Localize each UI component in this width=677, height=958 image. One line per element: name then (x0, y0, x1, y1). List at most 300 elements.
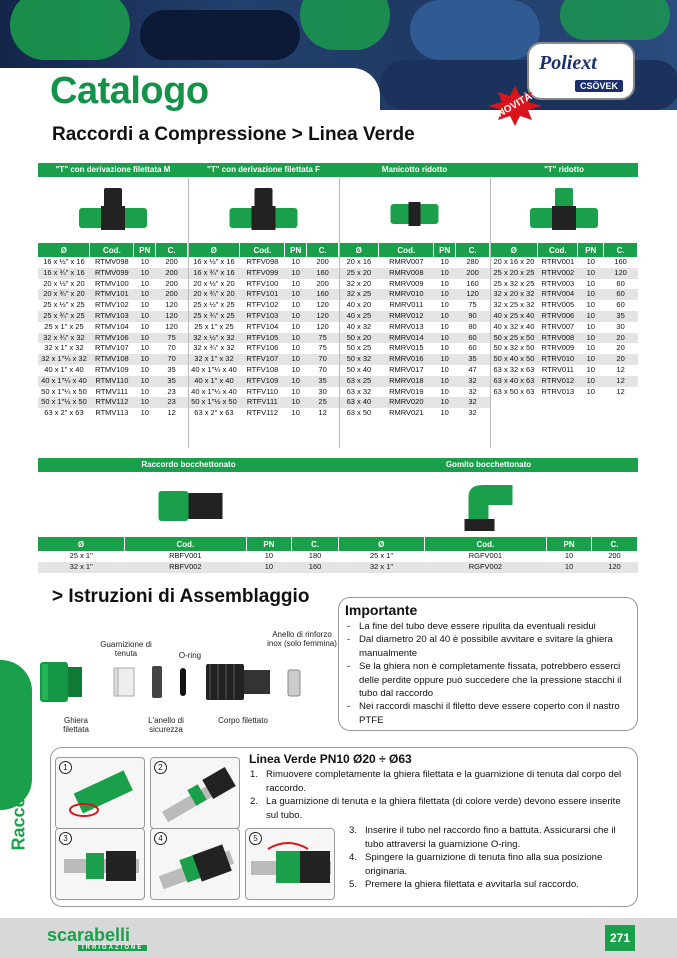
table-row (38, 268, 188, 279)
steps-list-top (250, 768, 630, 822)
table-cell: 60 (616, 300, 625, 310)
table-cell: 35 (307, 376, 339, 387)
table-cell: 32 x ¾" x 32 (193, 343, 235, 353)
table-cell: RTFV103 (240, 311, 285, 322)
table-cell: 10 (564, 551, 574, 560)
table-cell: RTMV110 (90, 376, 134, 387)
table-cell: 10 (440, 408, 449, 418)
table-cell: 10 (440, 257, 449, 266)
product-title-bar: Manicotto ridotto (339, 163, 490, 177)
table-cell: 50 x 1"¼ x 50 (41, 386, 87, 396)
table-cell: 32 x 1" (38, 562, 124, 573)
table-cell: 50 x 32 x 50 (493, 343, 535, 353)
step-number: 5 (249, 832, 262, 845)
step-image-4 (150, 828, 240, 900)
table-header: C. (604, 243, 638, 257)
step-item: 1. Rimuovere completamente la ghiera filettata e la guarnizione di tenuta dal corpo del raccordo. (250, 769, 622, 794)
table-cell: 10 (291, 257, 300, 266)
table-cell: RMRV007 (389, 257, 424, 266)
table-header: Ø (339, 243, 379, 257)
table-cell: 10 (285, 376, 307, 387)
table-cell: 10 (434, 376, 456, 387)
table-header: Ø (38, 537, 124, 551)
footer-brand: scarabelli (47, 925, 131, 945)
table-row (339, 408, 490, 419)
label-corpo: Corpo filettato (218, 716, 268, 725)
table-cell: 160 (292, 562, 339, 573)
table-cell: 10 (246, 562, 291, 573)
table-row (188, 300, 339, 311)
table-cell: 10 (140, 343, 149, 353)
oring-icon (180, 668, 186, 696)
table-row (339, 562, 638, 573)
table-cell: 40 x 32 (346, 321, 372, 331)
brand-name: Poliext (539, 52, 597, 74)
table-cell: RMRV018 (379, 376, 434, 387)
table-cell: RTFV100 (246, 278, 279, 288)
table-cell: 200 (316, 257, 329, 266)
table-row (339, 343, 490, 354)
table-row (490, 322, 638, 333)
table-row (188, 279, 339, 290)
table-cell: 32 (468, 408, 477, 418)
table-cell: RTMV101 (90, 289, 134, 300)
table-cell: 10 (578, 268, 604, 279)
table-cell: 10 (586, 300, 595, 310)
table-cell: 23 (167, 386, 176, 396)
table-cell: 63 x 50 x 63 (493, 386, 535, 396)
table-cell: RTFV107 (240, 354, 285, 365)
product-image (490, 178, 638, 242)
table-cell: 120 (165, 321, 178, 331)
table-row (38, 562, 339, 573)
table-cell: 32 x 20 x 32 (490, 289, 538, 300)
table-cell: 10 (440, 343, 449, 353)
table-cell: 10 (291, 321, 300, 331)
table-cell: 40 x 1"¼ x 40 (38, 376, 90, 387)
table-cell: 40 x 1"¼ x 40 (191, 364, 237, 374)
table-cell: RBFV002 (124, 562, 246, 573)
table-row (339, 354, 490, 365)
label-anello-sicurezza: L'anello di sicurezza (148, 716, 184, 734)
table-cell: 20 (604, 354, 638, 365)
table-cell: RTMV113 (95, 408, 129, 418)
guarnizione-icon (114, 668, 134, 696)
table-cell: RMRV013 (389, 321, 424, 331)
table-cell: 25 x 1" (69, 551, 93, 560)
step-item: 3. Inserire il tubo nel raccordo fino a battuta. Assicurarsi che il tubo attraversi la guarnizione O-ring. (349, 825, 616, 850)
table-cell: 10 (440, 300, 449, 310)
table-cell: 35 (156, 376, 188, 387)
table-cell: 25 x 32 x 25 (493, 278, 535, 288)
label-guarnizione: Guarnizione di tenuta (100, 640, 152, 658)
table-row (339, 376, 490, 387)
corpo-icon (206, 664, 270, 700)
table-cell: 70 (156, 354, 188, 365)
table-cell: 30 (616, 321, 625, 331)
table-row (490, 387, 638, 398)
table-row (490, 257, 638, 268)
table-row (339, 279, 490, 290)
table-cell: RTMV108 (90, 354, 134, 365)
table-cell: 25 x ¾" x 25 (188, 311, 240, 322)
table-cell: 200 (456, 268, 490, 279)
table-row (490, 300, 638, 311)
table-cell: RMRV017 (389, 364, 424, 374)
table-cell: 60 (604, 289, 638, 300)
table-cell: 75 (307, 333, 339, 344)
table-row (188, 333, 339, 344)
table-row (38, 551, 339, 562)
table-cell: 10 (434, 289, 456, 300)
table-cell: RTRV006 (538, 311, 578, 322)
table-cell: RTRV011 (541, 364, 574, 374)
table-cell: 35 (604, 311, 638, 322)
table-cell: 10 (291, 364, 300, 374)
table-cell: 10 (434, 397, 456, 408)
table-cell: 12 (167, 408, 176, 418)
side-tab-label: Raccorderia (8, 746, 29, 851)
table-cell: 50 x 20 (339, 333, 379, 344)
table-cell: 200 (608, 551, 621, 560)
table-cell: 32 x 20 (346, 278, 372, 288)
table-cell: 120 (604, 268, 638, 279)
table-cell: 10 (578, 376, 604, 387)
table-cell: RTMV104 (95, 321, 129, 331)
table-cell: 120 (591, 562, 637, 573)
table-cell: 160 (614, 257, 627, 266)
table-cell: 16 x ¾" x 16 (188, 268, 240, 279)
table-row (38, 387, 188, 398)
table-header: Cod. (90, 243, 134, 257)
column-divider (490, 178, 491, 448)
table-cell: 10 (285, 289, 307, 300)
table-cell: 40 x 25 x 40 (490, 311, 538, 322)
table-row (339, 365, 490, 376)
table-cell: 10 (434, 268, 456, 279)
table-row (188, 365, 339, 376)
table-cell: RMRV020 (379, 397, 434, 408)
page-number: 271 (605, 925, 635, 951)
table-cell: 120 (165, 300, 178, 310)
column-divider (188, 178, 189, 448)
table-row (38, 408, 188, 419)
table-row (188, 397, 339, 408)
table-header: Ø (38, 243, 90, 257)
table-cell: 10 (578, 311, 604, 322)
table-cell: RMRV016 (379, 354, 434, 365)
table-cell: 10 (547, 562, 592, 573)
ghiera-icon (40, 662, 82, 702)
step-image-3 (55, 828, 145, 900)
table-row (490, 354, 638, 365)
table-cell: RTFV106 (246, 343, 279, 353)
table-cell: 50 x 1"½ x 50 (188, 397, 240, 408)
important-item: - Dal diametro 20 al 40 è possibile avvitare e svitare la ghiera manualmente (345, 633, 635, 660)
step-image-2 (150, 757, 240, 829)
table-cell: 10 (586, 257, 595, 266)
table-cell: 40 x 1"¼ x 40 (191, 386, 237, 396)
table-row (188, 289, 339, 300)
table-cell: 50 x 25 (346, 343, 372, 353)
page-title: Catalogo (50, 70, 209, 112)
table-cell: 10 (578, 354, 604, 365)
table-row (188, 354, 339, 365)
table-row (188, 408, 339, 419)
important-title: Importante (345, 602, 418, 618)
table-cell: 20 x ½" x 20 (193, 278, 235, 288)
table-cell: 10 (134, 268, 156, 279)
table-cell: 10 (285, 311, 307, 322)
table-row (490, 365, 638, 376)
table-header: C. (456, 243, 490, 257)
product-image (339, 178, 490, 242)
steps-list-bottom (349, 824, 629, 892)
table-cell: RTFV104 (246, 321, 279, 331)
steps-title: Linea Verde PN10 Ø20 ÷ Ø63 (249, 752, 412, 766)
table-header: Cod. (538, 243, 578, 257)
table-cell: 35 (456, 354, 490, 365)
table-cell: 10 (434, 354, 456, 365)
table-cell: RTMV109 (95, 364, 129, 374)
table-cell: RTRV009 (541, 343, 575, 353)
table-cell: 10 (134, 354, 156, 365)
table-cell: 32 x ¾" x 32 (38, 333, 90, 344)
table-row (490, 268, 638, 279)
table-cell: 25 x ½" x 25 (43, 300, 85, 310)
table-cell: 180 (308, 551, 322, 560)
table-cell: 75 (468, 300, 477, 310)
table-row (339, 311, 490, 322)
table-cell: 50 x 32 (339, 354, 379, 365)
table-cell: 25 x ½" x 25 (193, 300, 235, 310)
table-cell: 32 x 25 x 32 (493, 300, 535, 310)
table-cell: 63 x 25 (339, 376, 379, 387)
table-cell: RTFV102 (246, 300, 279, 310)
product-table (188, 243, 339, 419)
table-cell: 50 x 40 x 50 (490, 354, 538, 365)
table-cell: RMRV008 (379, 268, 434, 279)
table-cell: 63 x 32 x 63 (493, 364, 535, 374)
table-cell: 75 (318, 343, 327, 353)
table-cell: 120 (456, 289, 490, 300)
table-cell: 32 (456, 397, 490, 408)
table-cell: 10 (586, 321, 595, 331)
table-cell: RMRV010 (379, 289, 434, 300)
anello-sicurezza-icon (152, 666, 162, 698)
table-cell: RTFV110 (246, 386, 279, 396)
table-cell: RTMV111 (95, 386, 129, 396)
product-title-bar: "T" con derivazione filettata M (38, 163, 188, 177)
table-cell: 90 (456, 311, 490, 322)
table-row (38, 311, 188, 322)
table-cell: 32 x 1" x 32 (44, 343, 84, 353)
table-cell: 63 x 32 (346, 386, 372, 396)
table-row (38, 343, 188, 354)
table-row (339, 268, 490, 279)
product-title-bar: "T" ridotto (490, 163, 638, 177)
table-cell: 10 (134, 376, 156, 387)
table-cell: 10 (578, 289, 604, 300)
table-cell: RTRV003 (541, 278, 575, 288)
table-cell: RTMV103 (90, 311, 134, 322)
table-cell: 32 (468, 386, 477, 396)
table-cell: 10 (285, 397, 307, 408)
step-number: 1 (59, 761, 72, 774)
table-cell: 280 (466, 257, 479, 266)
table-row (188, 268, 339, 279)
table-cell: 63 x 50 (346, 408, 372, 418)
table-row (490, 376, 638, 387)
product-image (339, 473, 638, 537)
table-row (38, 376, 188, 387)
table-cell: 10 (140, 321, 149, 331)
step-number: 4 (154, 832, 167, 845)
table-cell: 25 x 1" x 25 (44, 321, 84, 331)
table-cell: 10 (285, 354, 307, 365)
table-row (38, 257, 188, 268)
product-title-bar: Gomito bocchettonato (339, 458, 638, 472)
table-cell: RTFV108 (246, 364, 279, 374)
table-cell: 40 x 32 x 40 (493, 321, 535, 331)
table-cell: 12 (318, 408, 327, 418)
table-cell: 200 (156, 289, 188, 300)
table-cell: 12 (616, 364, 625, 374)
table-cell: RTMV102 (95, 300, 129, 310)
table-header: PN (134, 243, 156, 257)
table-cell: 70 (318, 364, 327, 374)
product-table (38, 243, 188, 419)
table-header: Ø (490, 243, 538, 257)
table-cell: RGFV001 (468, 551, 503, 560)
table-cell: 32 (456, 376, 490, 387)
product-image (38, 178, 188, 242)
table-cell: 60 (616, 278, 625, 288)
assembly-title: > Istruzioni di Assemblaggio (52, 586, 310, 607)
table-cell: 120 (316, 321, 329, 331)
important-box (338, 597, 638, 731)
table-cell: 63 x 40 (339, 397, 379, 408)
table-header: C. (292, 537, 339, 551)
table-header: PN (547, 537, 592, 551)
table-cell: 25 x 20 x 25 (490, 268, 538, 279)
table-cell: RMRV021 (389, 408, 424, 418)
table-row (188, 387, 339, 398)
table-cell: RTFV099 (240, 268, 285, 279)
table-row (38, 300, 188, 311)
table-header: PN (246, 537, 291, 551)
table-header: Ø (339, 537, 424, 551)
table-cell: 10 (134, 311, 156, 322)
table-cell: 32 x 1" x 32 (188, 354, 240, 365)
table-row (188, 343, 339, 354)
step-item: 2. La guarnizione di tenuta e la ghiera filettata (di colore verde) devono essere inserite sul tubo. (250, 796, 621, 821)
table-cell: 10 (291, 300, 300, 310)
novita-label: NOVITÀ (495, 91, 535, 120)
table-cell: RMRV015 (389, 343, 424, 353)
table-cell: 50 x 25 x 50 (490, 333, 538, 344)
table-cell: 20 (604, 333, 638, 344)
table-row (339, 257, 490, 268)
table-row (38, 333, 188, 344)
table-cell: 200 (156, 268, 188, 279)
table-cell: 70 (307, 354, 339, 365)
table-cell: 10 (440, 386, 449, 396)
product-image (38, 473, 339, 537)
table-cell: 160 (466, 278, 479, 288)
table-cell: 10 (140, 386, 149, 396)
table-row (188, 376, 339, 387)
table-cell: 10 (586, 343, 595, 353)
table-cell: 10 (586, 386, 595, 396)
important-item: - Se la ghiera non è completamente fissata, potrebbero esserci delle perdite oppure può succedere che la pressione stacchi il tubo dal raccordo (345, 660, 635, 700)
table-cell: 10 (434, 311, 456, 322)
table-header: Cod. (240, 243, 285, 257)
table-header: Cod. (124, 537, 246, 551)
table-cell: 25 x ¾" x 25 (38, 311, 90, 322)
table-cell: RTRV010 (538, 354, 578, 365)
table-cell: 10 (285, 268, 307, 279)
product-table (38, 537, 339, 573)
label-ghiera: Ghiera filettata (63, 716, 89, 734)
table-cell: 25 x 1" x 25 (194, 321, 234, 331)
table-cell: 120 (307, 311, 339, 322)
table-row (38, 365, 188, 376)
table-cell: 23 (156, 397, 188, 408)
brand-sub: CSÖVEK (575, 80, 623, 92)
table-cell: RGFV002 (424, 562, 547, 573)
table-cell: 75 (156, 333, 188, 344)
table-cell: 10 (291, 343, 300, 353)
table-cell: 200 (165, 257, 178, 266)
table-cell: RMRV011 (389, 300, 424, 310)
table-row (38, 322, 188, 333)
table-cell: RTFV101 (240, 289, 285, 300)
table-header: Cod. (379, 243, 434, 257)
table-cell: 160 (307, 268, 339, 279)
label-anello-inox: Anello di rinforzo inox (solo femmina) (267, 630, 337, 648)
table-cell: 10 (291, 386, 300, 396)
table-cell: 32 x 25 (339, 289, 379, 300)
table-cell: 47 (468, 364, 477, 374)
table-cell: 10 (440, 364, 449, 374)
table-cell: 60 (468, 343, 477, 353)
important-item: - Nei raccordi maschi il filetto deve essere coperto con il nastro PTFE (345, 700, 635, 727)
table-cell: RTRV013 (541, 386, 575, 396)
table-cell: 63 x 2" x 63 (194, 408, 234, 418)
step-image-5 (245, 828, 335, 900)
step-number: 3 (59, 832, 72, 845)
table-row (339, 333, 490, 344)
label-oring: O-ring (178, 651, 202, 660)
table-cell: 10 (586, 364, 595, 374)
table-cell: RTRV002 (538, 268, 578, 279)
table-cell: 120 (316, 300, 329, 310)
table-cell: 63 x 2" x 63 (44, 408, 84, 418)
table-cell: 20 x ¾" x 20 (38, 289, 90, 300)
table-cell: 20 x ½" x 20 (43, 278, 85, 288)
table-header: PN (434, 243, 456, 257)
table-cell: 12 (616, 386, 625, 396)
footer-brand-sub: IRRIGAZIONE (78, 945, 147, 951)
table-cell: RTMV112 (90, 397, 134, 408)
table-cell: RTMV107 (95, 343, 129, 353)
table-cell: RTFV109 (240, 376, 285, 387)
novita-badge (486, 86, 544, 126)
table-row (188, 311, 339, 322)
table-row (339, 387, 490, 398)
anello-inox-icon (288, 670, 300, 696)
